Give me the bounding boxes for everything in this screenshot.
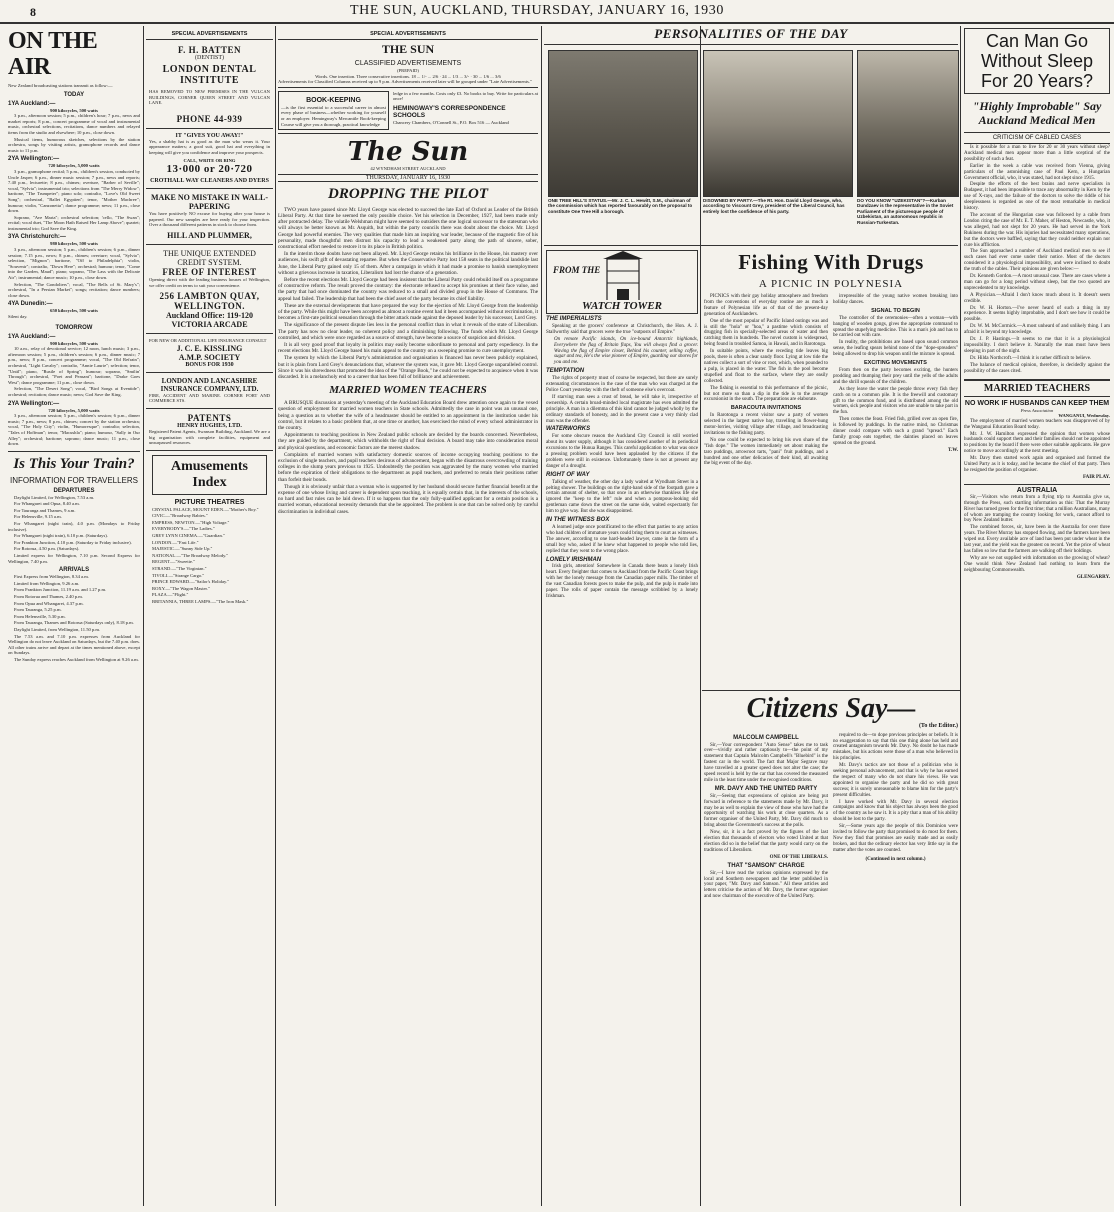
- classified-subtitle: CLASSIFIED ADVERTISEMENTS: [354, 60, 462, 67]
- sleep-p1: Is it possible for a man to live for 20 or 30 years without sleep? Auckland medical men appear more than a little sceptical of the possibility of such a feat.: [964, 145, 1110, 162]
- fishing-left: PICNICS with their gay holiday atmosphere and freedom from the conventions of everyday routine are as much a feature of Polynesian life as of that of the present-day generation of Aucklanders. One of the most popular of Pacific Island outings was and is still the "hola" or "hoa," a pastime which consists of drugging fish in specially-selected areas of water and then catching them in hundreds. The novel custom is widespread, being found in troubled Samoa, in Hawaii, and in Rarotonga. In suitable points, where the receding tide leaves big pools, there is often a clear sandy floor. Lying at low tide the natives collect a sort of vine or root, which, when pounded to a pulp, is placed in the water. The fish in the pool become stupefied and float to the surface, where they are easily collected. The fishing is essential to this performance of the picnic, but not more so than a dip in the tide is to the average excursionist in the south. The preparations are elaborate. BARACOUTA INVITATIONS In Rarotonga a recent visitor saw a party of women selected in the largest native bay, travelling in flower-hung motor-lorries, visiting village after village, and broadcasting invitations to the fishing party. No one could be expected to bring his own share of the "fish dope." The women immediately set about making the taro puddings, arrowroot tarts, "pani" fruit puddings, and a hundred and one other delicacies of their kind, all awaiting the big event of the day.: [704, 294, 828, 467]
- page-number: 8: [30, 5, 36, 19]
- imperialists-head: THE IMPERIALISTS: [546, 316, 602, 322]
- batten-name: F. H. BATTEN: [177, 45, 241, 55]
- program-listing: 3 p.m., afternoon session; 5 p.m., children's session; 6 p.m., dinner session; 7.15 p.m., news; 8 p.m., chimes; overture; vocal, "Sylvia"; selection, "Mignon"; baritone, "Off to Philadelphia"; violin, "Souvenir"; contralto, "Down Here"; orchestral; humour; tenor, "Come into the Garden, Maud"; piano; soprano, "The Lass with the Delicate Air"; instrumental; dance music; 10 p.m., close down. Selection, "The Gondoliers"; vocal, "The Bells of St. Mary's"; orchestral, "In a Persian Market"; songs; recitation; dance numbers; close down.: [8, 247, 140, 298]
- hill-plummer: HILL AND PLUMMER,: [167, 230, 252, 240]
- amusements-box: [152, 455, 267, 495]
- station-name: 2YA Wellington:—: [8, 156, 60, 163]
- station-frequency: 900 kilocycles, 500 watts: [50, 340, 98, 346]
- patents-title: PATENTS: [187, 412, 232, 423]
- fishing-initials: T.W.: [947, 447, 958, 453]
- station-name: 1YA Auckland:—: [8, 100, 56, 107]
- watch-tower-name: WATCH TOWER: [547, 300, 697, 312]
- sleep-body: Is it possible for a man to live for 20 or 30 years without sleep? Auckland medical men appear more than a little sceptical of the possibility of such a feat. Earlier in the week a cable was received from Vienna, giving particulars of the astonishing case of Paul Kern, a Hungarian Government official, who, it was stated, had not slept since 1915. Despite the efforts of the best brains and nerve specialists in Budapest, it had been impossible to trace any abnormality in Kern by the use of X-rays, and the failure of the doctors to solve the riddle of his sleeplessness is regarded as one of the most remarkable in medical history. The account of the Hungarian case was followed by a cable from London citing the case of Mr. E. T. Maher, of Heston, Newcastle, who, it was alleged, had not slept for 20 years. He had served in the York Rukiness during the war. His injuries had necessitated many operations, but the doctors were baffled, saying that they could neither explain nor cure his affliction. The Sun approached a number of Auckland medical men to see if such cases had ever come under their notice. Most of the doctors considered it a physiological impossibility, and were inclined to doubt the truth of the cables. Their opinions are given below:— Dr. Kenneth Gordon.—A most unusual case. There are cases where a man can go for a long period without sleep, but the two quoted are unprecedented to my knowledge. A Physician.—Afraid I don't know much about it. It doesn't seem credible. Dr. W. H. Horton.—I've never heard of such a thing in my experience. It seems highly improbable, and I don't see how it could be possible. Dr. W. M. McCormick.—A most unheard of and unlikely thing. I am afraid it is beyond my knowledge. Dr. J. P. Hastings.—It seems to me that it is a physiological impossibility. I don't believe it. Naturally the man must have been sleeping in part of the night. Dr. Hilda Northcroft.—I think it is rather difficult to believe. The balance of medical opinion, therefore, is decidedly against the possibility of the cases cited.: [964, 145, 1110, 374]
- cleaners-name: CROTHALL WAY CLEANERS AND DYERS: [150, 178, 269, 185]
- sun-nameplate: [278, 138, 538, 182]
- masthead-title: THE SUN, AUCKLAND, THURSDAY, JANUARY 16, 1930: [350, 3, 724, 18]
- call-write-ring: CALL, WRITE OR RING: [183, 157, 236, 163]
- married-dateline: WANGANUI, Wednesday.: [1058, 413, 1110, 419]
- on-the-air-heading: ON THE AIR: [8, 28, 98, 80]
- train-subheading: INFORMATION FOR TRAVELLERS: [9, 475, 138, 485]
- temptation-head: TEMPTATION: [546, 368, 585, 375]
- classified-header: SPECIAL ADVERTISEMENTS: [278, 31, 538, 40]
- editorial-p2: In the interim those doubts have not been allayed. Mr. Lloyd George retains his brilliance in the House, his mastery over audiences, his swift gift of devastating repartee. But when the Conservative Party lost 158 seats in the political landslide last June, the Liberal Party gained only 15 of them. After a campaign in which it had made a promise to banish unemployment without a grievous increase in taxation, Liberalism had lost the chance of a generation.: [278, 251, 538, 276]
- married-headline: MARRIED TEACHERS: [983, 382, 1091, 394]
- sleep-sub: "Highly Improbable" Say Auckland Medical Men: [972, 99, 1102, 127]
- women-headline: MARRIED WOMEN TEACHERS: [329, 384, 487, 397]
- batten-phone: PHONE 44-939: [176, 113, 243, 124]
- women-body: A BRUSQUE discussion at yesterday's meeting of the Auckland Education Board drew attention once again to the vexed question of employment for married women teachers in State schools. Admittedly the case in point was an unusual one, being a question as to whether the wife of a headmaster should be entitled to an appointment in the institution under his control, but it relates to a basic problem that, at one time or another, has exercised the mind of every school administrator in the country. Appointments to teaching positions in New Zealand public schools are decided by the boards concerned. Nevertheless, they are guided by the department, which withholds the right of final decision. A board may take into consideration moral and physical questions, and economic factors are the merest shadow. Complaints of married women with satisfactory domestic sources of income occupying teaching positions to the exclusion of single teachers, and pupil teachers desirous of advancement, began with the disastrous overcrowding of training colleges in the slump years previous to 1925. Undoubtedly the position was aggravated by the many women who married before the expiration of their obligations to the department as pupil teachers, and preferred to retain their positions rather than forfeit their bonds. Though it is obviously unfair that a woman who is supported by her husband should secure further financial benefit at the expense of one whose living and career is dependent upon teaching, it is equally certain that, in the interests of the schools, no hard and fast rules can be laid down. If it so happens that the only fully-qualified applicant for a certain position is a married woman, educational necessity demands that she be appointed. The problem is one that can be solved only by careful discrimination in individual cases.: [278, 400, 538, 515]
- batten-role: (DENTIST): [195, 55, 224, 61]
- lambton-address: 256 LAMBTON QUAY, WELLINGTON.: [159, 291, 260, 312]
- institute-name: LONDON DENTAL INSTITUTE: [162, 64, 257, 86]
- station-frequency: 720 kilocycles, 5,000 watts: [48, 163, 100, 169]
- sleep-headline: Can Man Go Without Sleep For 20 Years?: [964, 28, 1110, 94]
- right-of-way-head: RIGHT OF WAY: [546, 471, 590, 478]
- watch-tower-body: THE IMPERIALISTS Speaking at the grocers' conference at Christchurch, the Hon. A. J. Stallworthy said that grocers were the true "outposts of Empire." On remote Pacific islands, On ice-bound Antarctic highlands, Everywhere the flag of Britain flaps, You will always find a grocer. Waving the flag of Empire closer, Behind his counter, selling coffee, sugar and tea, He's the wise pioneer of Empire, guarding our shores for you and me. TEMPTATION The rights of property must of course be respected, but there are surely extenuating circumstances in the case of the man who was charged at the Police Court yesterday with the theft of someone else's overcoat. If starving man sees a crust of bread, he will take it, irrespective of ownership. A certain broad-minded local magistrate has even admitted the principle. A man in a dilemma of this kind cannot be judged wholly by the ordinary standards of honesty, and in the present case a very thinly clad man was the offender. WATERWORKS For some obscure reason the Auckland City Council is still worried about its water supply, although it has considered another of its periodical excursions to the Hunua Ranges. This careful application to what was once a pressing problem would have been applauded by the citizens if the problem were still in existence. Unfortunately there is not at present any danger of a drought. RIGHT OF WAY Talking of weather, the other day a lady waited at Wyndham Street in a pelting shower. The buildings on the right-hand side of the footpath gave a certain amount of shelter, so that once in an otherwise thankless life she ignored the "keep to the left" rule and when a pompous-looking old gentleman came down the street on the same side, waited expectantly for him to give way. But she was disappointed. IN THE WITNESS BOX A learned judge once pontificated to the effect that parties to any action who had children of immature years could bring them to court as witnesses. The answer, according to one hard-headed lawyer, came in the form of a small boy who, asked if he knew what happened to people who told lies, replied that they went to the wrong place. LONELY IRISHMAN Irish girls, attention! Somewhere in Canada there beats a lonely Irish heart. Every freighter that comes to Auckland from the Pacific Coast brings with her the lonely message from the Canadian paper mills. The timber of the vast Canadian forests goes to make the pulp, and the pulp is made into paper. The rolls of paper contain the message scribbled by a lonely Irishman.: [546, 316, 698, 599]
- hughes-name: HENRY HUGHES, LTD.: [177, 422, 242, 429]
- column-rule: [143, 26, 144, 1206]
- married-body: The employment of married women teachers was disapproved of by the Wanganui Education Board today. Mr. J. W. Hamilton expressed the opinion that women whose husbands could support them and their families should not be appointed to positions by the board if there were other suitable applicants. He gave notice to move accordingly at the next meeting. Mr. Davy then started work again and organised and formed the United Party as it is today, and he became the chief of that party. Then he resigned the position of organiser. FAIR PLAY.: [964, 418, 1110, 480]
- program-listing: 3 p.m., afternoon session; 5 p.m., children's session; 6 p.m., dinner music; 7 p.m., news; 8 p.m., chimes; concert by the station orchestra; vocal, "The Holy City"; violin, "Humoresque"; contralto; selection, "Tales of Hoffman"; tenor, "Macushla"; piano; humour, "Sally in Our Alley"; orchestral; baritone; soprano; dance music; 11 p.m., close down.: [8, 413, 140, 447]
- continued-note: (Continued in next column.): [865, 856, 926, 862]
- departures-label: DEPARTURES: [53, 487, 95, 494]
- liberals-sign: ONE OF THE LIBERALS.: [769, 854, 828, 860]
- hewitt-caption: ONE TREE HILL'S STATUS.—Mr. J. C. L. Hewitt, S.M., chairman of the commission which has reported favourably on the proposal to constitute One Tree Hill a borough.: [548, 198, 693, 214]
- bookkeeping-title: BOOK-KEEPING: [306, 96, 361, 104]
- married-teachers-box: [964, 379, 1110, 397]
- program-listing: 3 p.m., afternoon session; 5 p.m., children's hour; 7 p.m., news and market reports; 8 p.m., concert programme of vocal and instrumental music, orchestral selections, recitations, dance numbers and relayed items from the studio and elsewhere; 10 p.m., close down. Musical items, humorous sketches, selections by the station orchestra, songs by visiting artists, gramophone records and dance music to 11 p.m.: [8, 113, 140, 153]
- on-the-air-column: [8, 28, 140, 1198]
- lancashire-ad: LONDON AND LANCASHIRE INSURANCE COMPANY, LTD. FIRE, ACCIDENT AND MARINE. CORNER FORT AND COMMERCE STS.: [146, 373, 273, 409]
- on-the-air-intro: New Zealand broadcasting stations transmit as follow:—: [8, 83, 113, 88]
- kissling-name: J. C. E. KISSLING: [176, 343, 243, 353]
- australia-head: AUSTRALIA: [964, 484, 1110, 494]
- signal-head: SIGNAL TO BEGIN: [871, 307, 920, 314]
- batten-ad: F. H. BATTEN (DENTIST) LONDON DENTAL INSTITUTE HAS REMOVED TO NEW PREMISES IN THE VULCAN BUILDINGS, CORNER QUEEN STREET AND VULCAN LANE. PHONE 44-939: [146, 41, 273, 129]
- editorial-column: [278, 28, 538, 1198]
- women-p2: Appointments to teaching positions in New Zealand public schools are decided by the boards concerned. Nevertheless, they are guided by the department, which withholds the right of final decision. A board may take into consideration moral and physical questions, and economic factors are the merest shadow.: [278, 432, 538, 451]
- station-name: 4YA Dunedin:—: [8, 301, 53, 308]
- fishing-p2: One of the most popular of Pacific Island outings was and is still the "hola" or "hoa," a pastime which consists of drugging fish in specially-selected areas of water and then catching them in hundreds. The novel custom is widespread, being found in troubled Samoa, in Hawaii, and in Rarotonga.: [704, 318, 828, 348]
- citizens-right: required to do—to dope previous principles or beliefs. It is no exaggeration to say that this one thing alone has held and created antagonism towards Mr. Davy. No doubt he has made mistakes, but his actions were those of a man who believed in his principles. Mr. Davy's tactics are not those of a politician who is seeking personal advancement, and that is why he has earned the respect of many who do not share his views. He was appointed to organise the party and he did so with great success; it is surely unreasonable to blame him for the party's present difficulties. I have worked with Mr. Davy in several election campaigns and know that his object has always been the good of the country as he saw it. It is a pity that a man of his ability should be lost to the party. Sir,—Some years ago the people of this Dominion were invited to follow the party that promised to do most for them. Now they find that promises are easily made and as easily broken, and that the ordinary elector has very little say in the matter after the votes are counted. (Continued in next column.): [833, 732, 958, 862]
- glengarry-sign: GLENGARRY.: [1076, 574, 1110, 580]
- station-frequency: 720 kilocycles, 5,000 watts: [48, 407, 100, 413]
- classified-rates: Words. One insertion. Three consecutive insertions. 18 ... 1/- ... 2/6 · 24 ... 1/3 ... 3/- · 30 ... 1/6 ... 3/6: [315, 73, 501, 79]
- credit-system: THE UNIQUE EXTENDED CREDIT SYSTEM.: [163, 248, 256, 267]
- fair-play-sign: FAIR PLAY.: [1082, 474, 1110, 480]
- classified-title: THE SUN: [381, 42, 435, 56]
- imperialists-text: Speaking at the grocers' conference at Christchurch, the Hon. A. J. Stallworthy said that grocers were the true "outposts of Empire.": [546, 323, 698, 335]
- sun-logo: The Sun: [347, 137, 469, 168]
- cleaners-ad: IT "GIVES YOU AWAY!" Yes, a shabby hat is as good as the man who wears it. Your appearance matters; a good suit, good hat and everything in keeping will give you confidence and improve your prospects. CALL, WRITE OR RING 13·000 or 20·720 CROTHALL WAY CLEANERS AND DYERS: [146, 129, 273, 189]
- bonus-1930: BONUS FOR 1930: [185, 361, 234, 368]
- lloyd-george-photo: [703, 50, 853, 197]
- free-of-interest: FREE OF INTEREST: [162, 266, 257, 277]
- exciting-head: EXCITING MOVEMENTS: [864, 360, 927, 367]
- station-frequency: 980 kilocycles, 500 watts: [50, 241, 98, 247]
- insurance-ad: FOR NEW OR ADDITIONAL LIFE INSURANCE CONSULT J. C. E. KISSLING A.M.P. SOCIETY BONUS FOR 1930: [146, 334, 273, 373]
- sun-date: THURSDAY, JANUARY 16, 1930: [278, 174, 538, 182]
- departures-list: Daylight Limited, for Wellington, 7.53 a.m. For Whangarei and Opua, 8.40 a.m. For Tauranga and Thames, 9 a.m. For Helensville, 9.15 a.m. For Whangarei (night train), 4.0 p.m. (Mondays to Friday inclusive). For Whangarei (night train), 6.10 p.m. (Saturdays). For Frankton Junction, 4.10 p.m. (Saturday to Friday inclusive). For Rotorua, 4.50 p.m. (Saturdays). Limited express for Wellington, 7.10 p.m. Second Express for Wellington, 7.40 p.m.: [8, 494, 140, 564]
- hemingway-name: HEMINGWAY'S CORRESPONDENCE SCHOOLS: [393, 104, 506, 119]
- column-rule: [541, 26, 542, 1206]
- patents-ad: PATENTS HENRY HUGHES, LTD. Registered Patent Agents, Swanson Building, Auckland. We are a big organisation with complete facilities, equipment and unsurpassed resources.: [146, 409, 273, 451]
- classified-prepaid: (PREPAID): [397, 68, 419, 73]
- watch-tower-column: [546, 250, 698, 1198]
- married-text: The employment of married women teachers was disapproved of by the Wanganui Education Board today.: [964, 418, 1110, 430]
- editorial-headline: DROPPING THE PILOT: [328, 185, 488, 202]
- program-listing: 10 a.m., relay of devotional service; 12 noon, lunch music; 3 p.m., afternoon session; 5 p.m., children's session; 6 p.m., dinner music; 7 p.m., news; 8 p.m., concert programme; vocal, "The Old Refrain"; orchestral, "Light Cavalry"; contralto, "Annie Laurie"; selection; tenor, "Until"; piano, "Rustle of Spring"; humour; soprano, "Smilin' Through"; orchestral, "Poet and Peasant"; baritone, "Drake Goes West"; dance programme; 11 p.m., close down. Selection, "The Desert Song"; vocal, "Bird Songs at Eventide"; orchestral; recitation; dance music; news; God Save the King.: [8, 346, 140, 397]
- watch-tower-logo: [546, 250, 698, 314]
- column-rule: [960, 26, 961, 1206]
- gives-you-away: IT "GIVES YOU AWAY!": [175, 132, 244, 139]
- fishing-lead: PICNICS with their gay holiday atmosphere and freedom from the conventions of everyday routine are as much a feature of Polynesian life as of that of the present-day generation of Aucklanders.: [704, 294, 828, 317]
- silent-day: Silent day.: [8, 314, 28, 319]
- station-name: 3YA Christchurch:—: [8, 234, 66, 241]
- lonely-head: LONELY IRISHMAN: [546, 556, 602, 563]
- citizens-section: [704, 694, 958, 1198]
- uzbek-photo: [857, 50, 959, 197]
- citizens-headline: Citizens Say—: [746, 694, 916, 724]
- phone-numbers: 13·000 or 20·720: [166, 163, 253, 176]
- married-sub: NO WORK IF HUSBANDS CAN KEEP THEM: [964, 399, 1110, 407]
- personalities-heading: PERSONALITIES OF THE DAY: [654, 26, 848, 41]
- victoria-arcade: Auckland Office: 119-120 VICTORIA ARCADE: [165, 311, 254, 330]
- arrivals-list: First Express from Wellington, 8.34 a.m. Limited from Wellington, 9.26 a.m. From Frankton Junction, 11.19 a.m. and 1.27 p.m. From Rotorua and Thames, 2.40 p.m. From Opua and Whangarei, 4.37 p.m. From Tauranga, 5.25 p.m. From Helensville, 5.30 p.m. From Tauranga, Thames and Rotorua (Saturdays only), 8.18 p.m. Daylight Limited, from Wellington, 11.50 p.m. The 7.53 a.m. and 7.10 p.m. expresses from Auckland for Wellington do not leave Auckland on Saturdays, but the 7.40 p.m. does. All other trains arrive and depart at the times mentioned above, except on Sundays. The Sunday express reaches Auckland from Wellington at 9.26 a.m.: [8, 574, 140, 662]
- hewitt-photo: [548, 50, 698, 197]
- wallpaper-ad: MAKE NO MISTAKE IN WALL-PAPERING You have positively NO excuse for buying after your house is papered. Our new samples are here ready for your inspection. Over a thousand different patterns in stock to choose from. HILL AND PLUMMER,: [146, 189, 273, 245]
- lancashire-name: LONDON AND LANCASHIRE INSURANCE COMPANY, LTD.: [160, 376, 259, 393]
- special-ads-column: [146, 28, 273, 1198]
- from-the-label: FROM THE: [553, 265, 601, 275]
- masthead: [0, 0, 1114, 22]
- witness-head: IN THE WITNESS BOX: [546, 517, 610, 524]
- baracouta-head: BARACOUTA INVITATIONS: [730, 405, 802, 412]
- fishing-headline: Fishing With Drugs: [738, 250, 924, 274]
- fishing-right: irrepressible of the young native women breaking into holiday dances. SIGNAL TO BEGIN The controller of the ceremonies—often a woman—with banging of wooden gongs, gives the appropriate command to spread the stupefying medicine. This is a man's job and has to be carried out with care. In reality, the prohibitions are based upon sound common sense, the leafing spears behind none of the "dope-spreaders" being allowed to drop his weapon until the mixture is spread. EXCITING MOVEMENTS From then on the party becomes exciting, the hunters prodding and thumping their prey until the yells of the adults and the shrill squeals of the children. As they leave the water the people throw every fish they catch on to a common pile. It is the freewill and customary gift to the common fund, and is distributed among the old women, sick people and visitors who are unable to take part in the fun. Then comes the feast. Fried fish, grilled over an open fire, is followed by puddings. In the native mind, no Christmas dinner could compare with such a grand "spread." Each family group eats together, the dainties placed on leaves spread on the ground. T.W.: [833, 294, 958, 453]
- editorial-body: TWO years have passed since Mr. Lloyd George was elected to succeed the late Earl of Oxford as Leader of the British Liberal Party. At that time he seemed the only possible choice. Yet his selection in December, 1927, had been made only after protracted delay. The volatile Welshman might have seemed to outsiders the one logical successor to the statesman who will always be better known as Mr. Asquith, but within the party councils there was doubt about the choice. Mr. Lloyd George had powerful enemies. The very qualities that made him an inspiring war leader, because of the magnetic fire of his personality, made thoughtful men distrust his capacity to lead a weakened party along the path of sincere, sober, constructional effort needed to restore it to its place in British politics. In the interim those doubts have not been allayed. Mr. Lloyd George retains his brilliance in the House, his mastery over audiences, his swift gift of devastating repartee. But when the Conservative Party lost 158 seats in the political landslide last June, the Liberal Party gained only 15 of them. After a campaign in which it had made a promise to banish unemployment without a grievous increase in taxation, Liberalism had lost the chance of a generation. Before the recent elections Mr. Lloyd George had been insistent that the Liberal Party could rebuild itself on a programme of constructive reform. The result proved the contrary: the electorate refused to accept his promises at their face value, and the party that had once dominated the country was reduced to a small and divided group in the House of Commons. The appeal had failed. The leadership that had been the chief asset of the party became its chief liability. These are the external developments that have prepared the way for the ejection of Mr. Lloyd George from the leadership of the party. While this might have been accepted as almost a routine event had it been accompanied without recrimination, it becomes a first-rate political sensation through the bitter attack made against the deposed leader by his successor, Lord Grey. The significance of the present dispute lies less in the personal conflict than in what it reveals of the state of Liberalism. The party has now no clear leader, no coherent policy and a diminishing following. The funds which Mr. Lloyd George controlled, and which were once regarded as a source of strength, have become a source of suspicion and division. It is all very good proof that loyalty in politics may easily become subordinate to personal and party expediency. In the recent elections Mr. Lloyd George based his main appeal to the country on a sweeping promise to cure unemployment. The system by which the Liberal Party's administration and organisation is financed has never been publicly explained, but it is plain from Lord Grey's denunciations that, whatever the system was, it gave Mr. Lloyd George unparalleled control. Since it was his shrewdness that promoted the idea of the "Orange Book," he could not be expected to acquiesce when it was discarded. It is a melancholy end to a career that has been full of brilliance and achievement.: [278, 206, 538, 381]
- australia-body: Sir,—Visitors who return from a flying trip to Australia give us, through the Press, such startling information as this: That the Murray River has turned green for the first time; that a million Australians, many of whom are tramping the country looking for work, cannot afford to buy New Zealand butter. The combined forces, sir, have been in the Australia for over three years. The River Murray has stopped flowing, and the farmers have been wiped out. Every available acre of land has been put under wheat in the last year, and the yield was the greatest on record. Yet the price of wheat has fallen so low that the farmers are walking off their holdings. Why are we not supplied with information on the growing of wheat? One would think New Zealand had nothing to learn from the neighbouring Commonwealth. GLENGARRY.: [964, 494, 1110, 580]
- column-rule: [275, 26, 276, 1206]
- wallpaper-title: MAKE NO MISTAKE IN WALL-PAPERING: [150, 193, 269, 212]
- married-source: Press Association: [1020, 407, 1054, 413]
- amusements-title: Amusements Index: [171, 458, 248, 490]
- right-column: [964, 28, 1110, 1198]
- sampson-head: THAT "SAMSON" CHARGE: [727, 862, 805, 869]
- picture-theatres: PICTURE THEATRES: [174, 498, 245, 506]
- fishing-column: [704, 250, 958, 688]
- waterworks-head: WATERWORKS: [546, 426, 591, 433]
- editorial-lead: TWO years have passed since Mr. Lloyd George was elected to succeed the late Earl of Oxford as Leader of the British Liberal Party. At that time he seemed the only possible choice. Yet his selection in December, 1927, had been made only after protracted delay. The volatile Welshman might have seemed to outsiders the one logical successor to the statesman who will always be better known as Mr. Asquith, but within the party councils there was doubt about the choice. Mr. Lloyd George had powerful enemies. The very qualities that made him an inspiring war leader, because of the magnetic fire of his personality, made thoughtful men distrust his capacity to lead a weakened party along the path of sincere, sober, constructional effort needed to restore it to its place in British politics.: [278, 206, 538, 250]
- amp-society: A.M.P. SOCIETY: [178, 352, 241, 362]
- citizens-sub: (To the Editor.): [918, 723, 958, 729]
- uzbek-caption: DO YOU KNOW "UZEKISTAN"?—Kurban Dundzaev is the representative in the Soviet Parliament of the picturesque people of Uzbekistan, an autonomous republic in Russian-Turkestan.: [857, 198, 954, 225]
- lloyd-george-caption: DISOWNED BY PARTY.—The Rt. Hon. David Lloyd George, who, according to Viscount Grey, president of the Liberal Council, has entirely lost the confidence of his party.: [703, 198, 845, 214]
- station-frequency: 650 kilocycles, 500 watts: [50, 308, 98, 314]
- station-name: 1YA Auckland:—: [8, 333, 56, 340]
- theatre-listing: CRYSTAL PALACE, MOUNT EDEN.—"Mother's Boy." CIVIC.—"Broadway Babies." EMPRESS, NEWTON.—"High Voltage." EVERYBODY'S.—"The Ladies." GREY LYNN CINEMA.—"Guardian." LONDON.—"Fast Life." MAJESTIC.—"Sunny Side Up." NATIONAL.—"The Broadway Melody." REGENT.—"Sweetie." STRAND.—"The Virginian." TIVOLI.—"Strange Cargo." PRINCE EDWARD.—"Sailor's Holiday." ROXY.—"The Wagon Master." PLAZA.—"Flight." BRITANNIA, THREE LAMPS.—"The Iron Mask.": [152, 506, 259, 604]
- fishing-subhead: A PICNIC IN POLYNESIA: [758, 278, 904, 290]
- program-listing: 3 p.m., gramophone recital; 5 p.m., children's session, conducted by Uncle Jasper; 6 p.m., dinner music session; 7 p.m., news and reports; 7.40 p.m., lecturette; 8 p.m., chimes; overture, "Barber of Seville"; vocal, "Sylvia"; instrumental trio; selections from "The Merry Widow"; baritone, "The Trumpeter"; piano solo; contralto, "Love's Old Sweet Song"; orchestral, "Ballet Egyptien"; tenor, "Mother Machree"; humour; violin, "Canzonetta"; dance programme; news; 11 p.m., close down. Soprano, "Ave Maria"; orchestral selection; 'cello, "The Swan"; recital; vocal duet, "The Moon Hath Raised Her Lamp Above"; quartet; instrumental trio; God Save the King.: [8, 168, 140, 231]
- sleep-p2: Earlier in the week a cable was received from Vienna, giving particulars of the astonishing case of Paul Kern, a Hungarian Government official, who, it was stated, had not slept since 1915.: [964, 163, 1110, 181]
- malcolm-head: MALCOLM CAMPBELL: [733, 734, 799, 741]
- bookkeeping-ad: BOOK-KEEPING —is the first essential to a successful career in almost every phase of business—whether working for yourself or an employer. Hemingway's Mercantile Book-keeping Course will give you a thorough, practical knowledge ledge in a few months. Costs only £3. No books to buy. Write for particulars at once! HEMINGWAY'S CORRESPONDENCE SCHOOLS Chancery Chambers, O'Connell St., P.O. Box 516 — Auckland: [278, 88, 538, 134]
- women-p1: A BRUSQUE discussion at yesterday's meeting of the Auckland Education Board drew attention once again to the vexed question of employment for married women teachers in State schools. Admittedly the case in point was an unusual one, being a question as to whether the wife of a headmaster should be entitled to an appointment in the institution under his control, but it relates to a basic problem that, at one time or another, has exercised the mind of every school administrator in the country.: [278, 400, 538, 432]
- train-heading: Is This Your Train?: [13, 455, 135, 472]
- criticism-head: CRITICISM OF CABLED CASES: [964, 132, 1110, 144]
- classified-note: Advertisements for Classified Columns received up to 9 p.m. Advertisements received later will be grouped under "Late Advertisements.": [278, 79, 538, 88]
- sun-address: 42 WYNDHAM STREET AUCKLAND: [370, 166, 446, 172]
- arrivals-label: ARRIVALS: [58, 567, 90, 574]
- station-name: 2YA Wellington:—: [8, 400, 60, 407]
- credit-ad: THE UNIQUE EXTENDED CREDIT SYSTEM. FREE OF INTEREST Opening direct with the leading business houses of Wellington, we offer credit on terms to suit your convenience. 256 LAMBTON QUAY, WELLINGTON. Auckland Office: 119-120 VICTORIA ARCADE: [146, 245, 273, 334]
- citizens-left: MALCOLM CAMPBELL Sir,—Your correspondent "Auto Sense" takes me to task over—vividly and rather captiously to—the point of my statement that Captain Malcolm Campbell's "Bluebird" is the fastest car in the world. The fact that Major Segrave may have travelled at a greater speed does not alter the case; the speed record is held by the car that has covered the measured mile in the least time under the recognised conditions. MR. DAVY AND THE UNITED PARTY Sir,—Seeing that expressions of opinion are being put forward in reference to the statements made by Mr. Davy, it may be as well to explain the view of those who have had the opportunity of watching his work at close quarters. As a former organiser of the United Party, Mr. Davy did much to bring about the Government's success at the polls. Now, sir, it is a fact proved by the figures of the last election that thousands of electors who voted United at that election did so in the belief that the party would carry on the traditions of Liberalism. ONE OF THE LIBERALS. THAT "SAMSON" CHARGE Sir,—I have read the various opinions expressed by the local and Southern newspapers and the letter published in your paper, "Mr. Davy and Samson." All these articles and letters criticise the action of Mr. Davy, the former organiser and now chairman of the executive of the United Party.: [704, 734, 828, 900]
- editorial-p3: These are the external developments that have prepared the way for the ejection of Mr. Lloyd George from the leadership of the party. While this might have been accepted as almost a routine event had it been accompanied without recrimination, it becomes a first-rate political sensation through the bitter attack made against the deposed leader by his successor, Lord Grey.: [278, 302, 538, 322]
- davy-head: MR. DAVY AND THE UNITED PARTY: [714, 785, 818, 792]
- today-label: TODAY: [63, 91, 85, 98]
- temptation-text: The rights of property must of course be respected, but there are surely extenuating circumstances in the case of the man who was charged at the Police Court yesterday with the theft of someone else's overcoat.: [546, 376, 698, 393]
- masthead-rule: [0, 22, 1114, 24]
- tomorrow-label: TOMORROW: [55, 324, 93, 331]
- editorial-p4: It is all very good proof that loyalty in politics may easily become subordinate to personal and party expediency. In the recent elections Mr. Lloyd George based his main appeal to the country on a sweeping promise to cure unemployment.: [278, 342, 538, 355]
- special-ads-header: SPECIAL ADVERTISEMENTS: [146, 31, 273, 40]
- station-frequency: 900 kilocycles, 500 watts: [50, 107, 98, 113]
